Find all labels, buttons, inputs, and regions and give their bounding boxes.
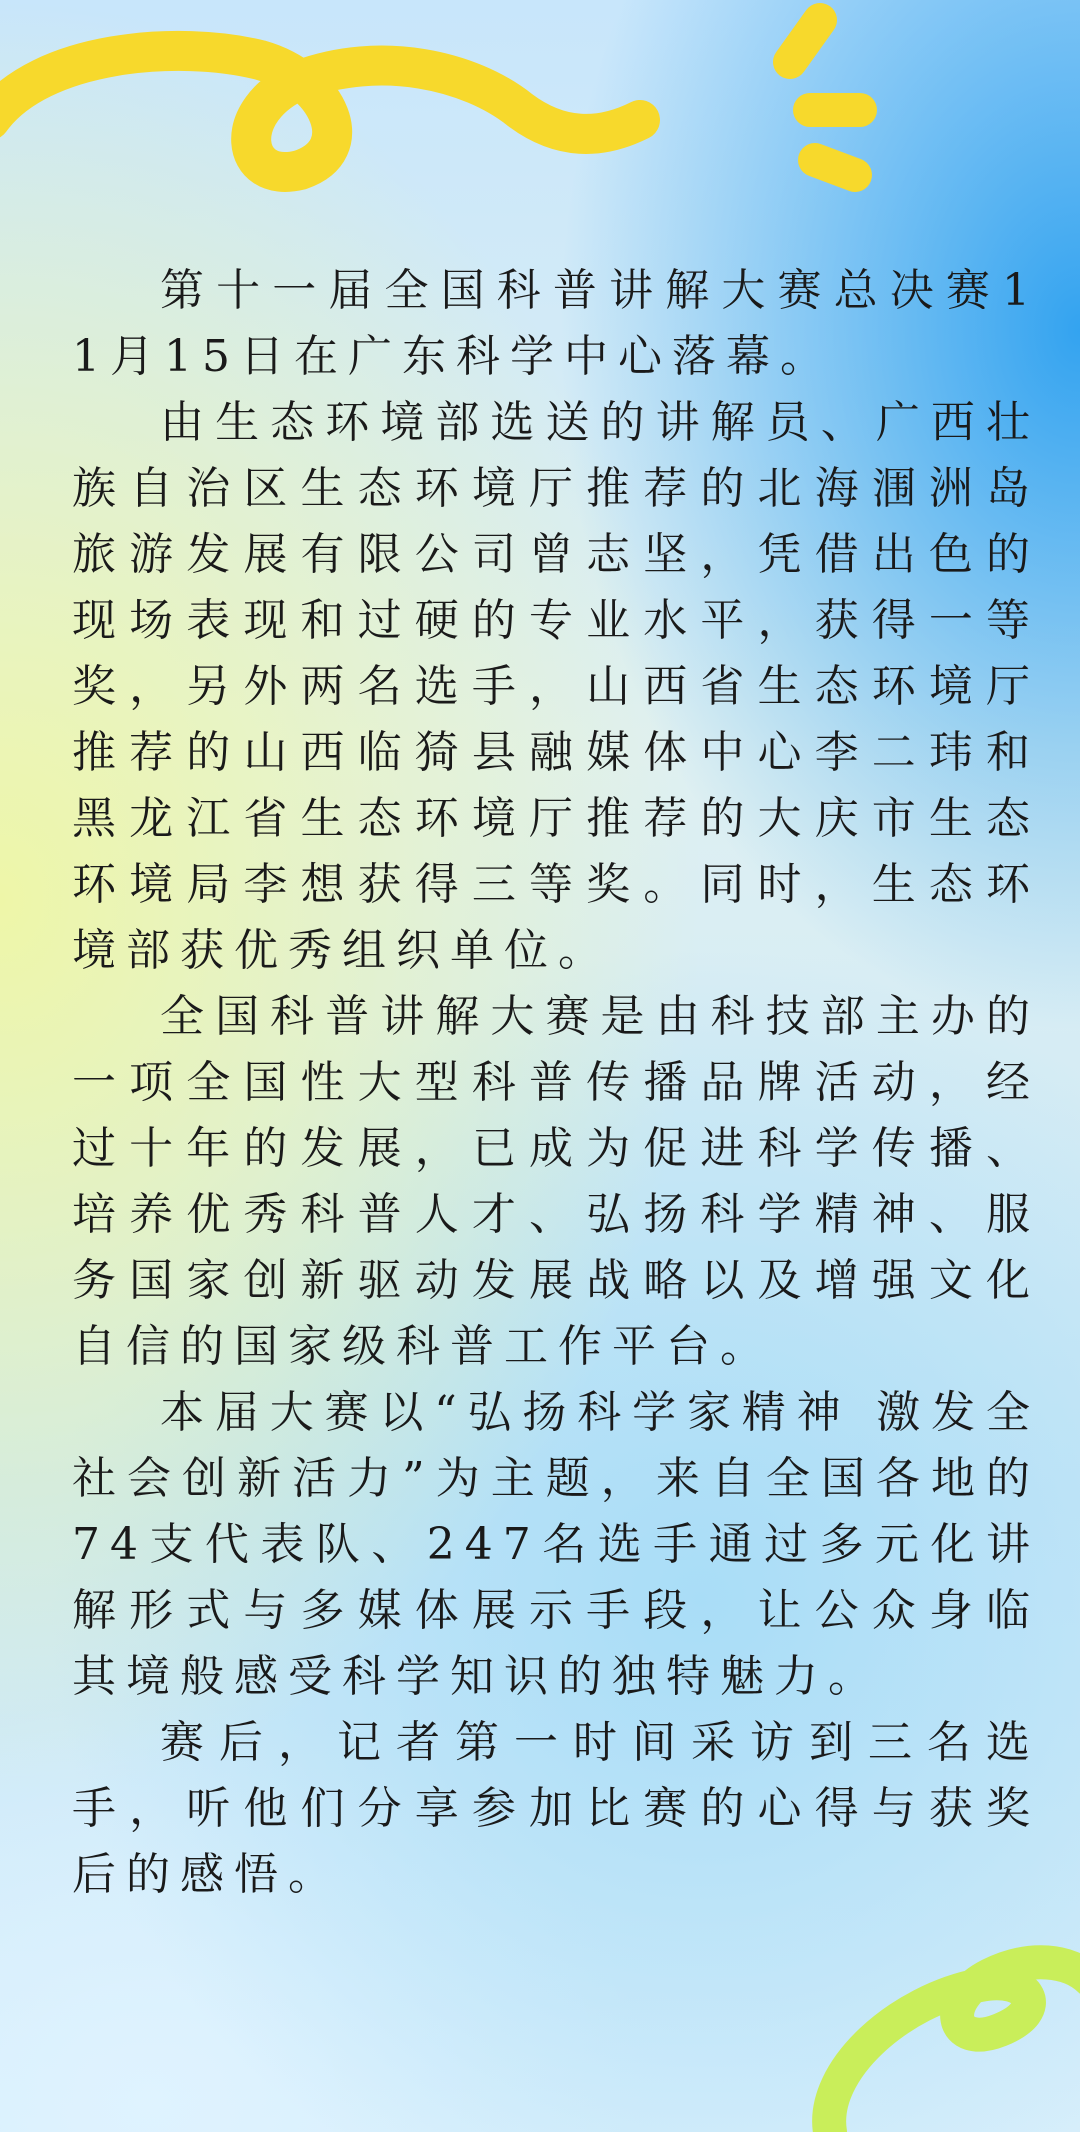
paragraph-5: 赛后，记者第一时间采访到三名选手，听他们分享参加比赛的心得与获奖后的感悟。 <box>72 1717 1040 1900</box>
green-ribbon-icon <box>829 1962 1080 2132</box>
paragraph-2: 由生态环境部选送的讲解员、广西壮族自治区生态环境厅推荐的北海涠洲岛旅游发展有限公司曾志坚，凭借出色的现场表现和过硬的专业水平，获得一等奖，另外两名选手，山西省生态环境厅推荐的山西临猗县融媒体中心李二玮和黑龙江省生态环境厅推荐的大庆市生态环境局李想获得三等奖。同时，生态环境部获优秀组织单位。 <box>72 397 1040 976</box>
article-body <box>72 258 1040 1908</box>
paragraph-1: 第十一届全国科普讲解大赛总决赛11月15日在广东科学中心落幕。 <box>72 265 1040 382</box>
paragraph-4: 本届大赛以“弘扬科学家精神 激发全社会创新活力”为主题，来自全国各地的74支代表队、247名选手通过多元化讲解形式与多媒体展示手段，让公众身临其境般感受科学知识的独特魅力。 <box>72 1387 1040 1702</box>
paragraph-3: 全国科普讲解大赛是由科技部主办的一项全国性大型科普传播品牌活动，经过十年的发展，已成为促进科学传播、培养优秀科普人才、弘扬科学精神、服务国家创新驱动发展战略以及增强文化自信的国家级科普工作平台。 <box>72 991 1040 1372</box>
yellow-dash-icon <box>790 20 860 175</box>
yellow-ribbon-icon <box>0 51 640 172</box>
